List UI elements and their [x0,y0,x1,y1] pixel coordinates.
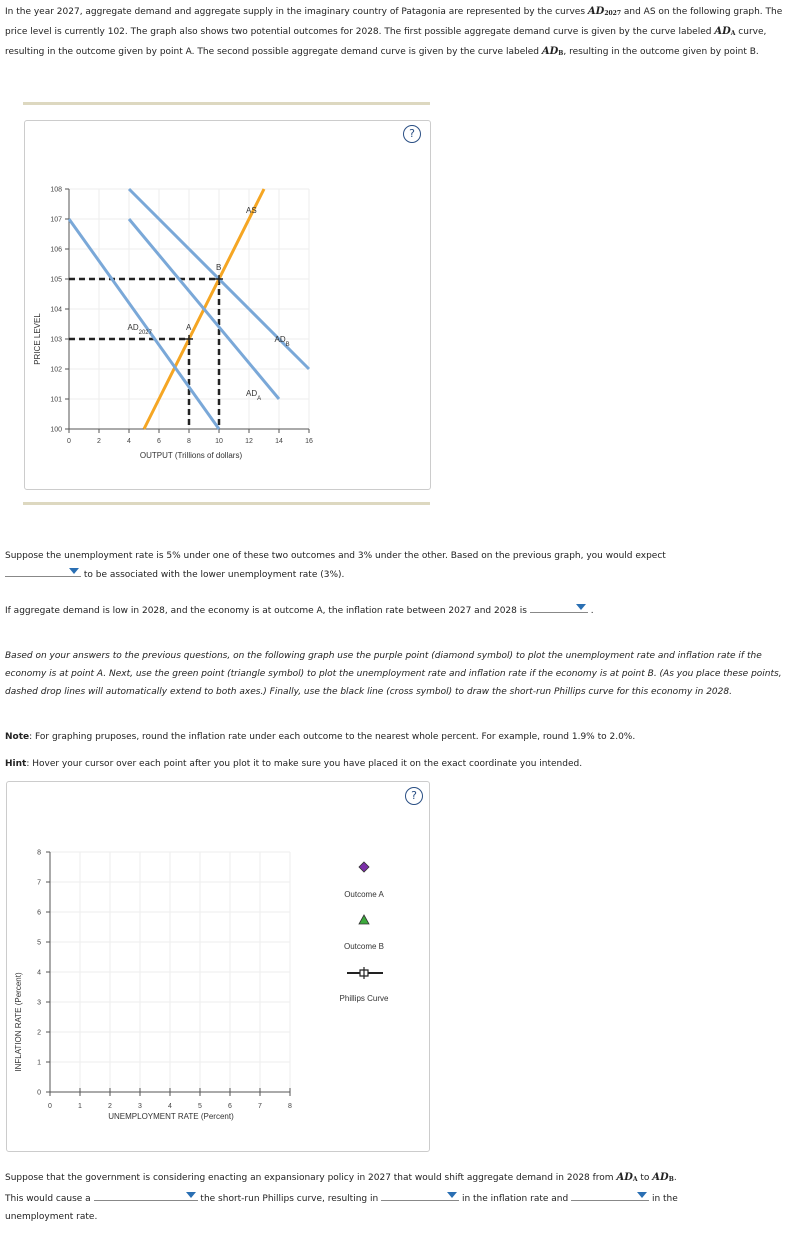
x-tick-label: 2 [108,1103,112,1110]
adb-symbol: ADB [541,46,564,57]
x-tick-label: 0 [67,438,71,445]
x-tick-label: 2 [97,438,101,445]
help-icon[interactable]: ? [403,125,421,143]
q3-text-7: in the [651,1194,678,1204]
x-tick-label: 4 [168,1103,172,1110]
purple-diamond-icon[interactable] [359,862,369,872]
outcome-b-label: Outcome B [343,942,385,951]
q3-text-1: Suppose that the government is considering enacting an expansionary policy in 2027 that would shift aggregate demand in 2028 from [5,1173,617,1183]
hint-text: : Hover your cursor over each point after you plot it to make sure you have placed it on the exact coordinate you intended. [26,759,583,769]
chevron-down-icon [447,1192,457,1198]
x-tick-label: 10 [215,438,223,445]
q1-text-2: to be associated with the lower unemployment rate (3%). [83,570,345,580]
x-tick-label: 0 [48,1103,52,1110]
instructions: Based on your answers to the previous questions, on the following graph use the purple point (diamond symbol) to plot the unemployment rate and inflation rate if the economy is at point A. Next, use the green point (triangle symbol) to plot the unemployment rate and inflation rate if the economy is at point B. (As you place these points, dashed drop lines will automatically extend to both axes.) Finally, use the black line (cross symbol) to draw the short-run Phillips curve for this economy in 2028. [5,651,782,697]
q3-unemployment-change-dropdown[interactable] [571,1189,649,1201]
x-tick-label: 6 [228,1103,232,1110]
y-tick-label: 8 [37,849,41,857]
y-tick-label: 104 [50,306,62,314]
divider-top [23,102,430,105]
y-tick-label: 7 [37,879,41,887]
green-triangle-icon[interactable] [359,915,369,924]
divider-bottom [23,502,430,505]
q3-text-3: . [673,1173,677,1183]
phillips-graph[interactable] [7,782,429,1151]
y-tick-label: 106 [50,246,62,254]
q1-text-1: Suppose the unemployment rate is 5% under one of these two outcomes and 3% under the other. Based on the previous graph, you would expect [5,551,666,561]
y-tick-label: 108 [50,186,62,194]
x-tick-label: 1 [78,1103,82,1110]
adb-symbol: ADB [652,1172,674,1183]
phillips-curve-label: Phillips Curve [339,994,389,1003]
y-tick-label: 2 [37,1029,41,1037]
y-tick-label: 3 [37,999,41,1007]
note-text: : For graphing pruposes, round the inflation rate under each outcome to the nearest whole percent. For example, round 1.9% to 2.0%. [29,732,636,742]
adb-curve-label: $AD_B$ [274,335,290,348]
x-tick-label: 12 [245,438,253,445]
y-tick-label: 102 [50,366,62,374]
note-label: Note [5,732,30,742]
cross-icon[interactable] [360,967,368,979]
q3-text-4: This would cause a [5,1194,91,1204]
ada-symbol: ADA [616,1172,638,1183]
y-tick-label: 105 [50,276,62,284]
note [5,728,795,746]
y-tick-label: 0 [37,1089,41,1097]
ad-as-graph-panel[interactable] [24,120,431,490]
q3-text-2: to [637,1173,653,1183]
q2-text-2: . [590,606,594,616]
phillips-curve-tool[interactable] [340,967,389,1003]
unemployment-axis-label: UNEMPLOYMENT RATE (Percent) [108,1112,234,1121]
x-tick-label: 8 [288,1103,292,1110]
x-tick-label: 7 [258,1103,262,1110]
phillips-graph-panel[interactable] [6,781,430,1152]
q2-inflation-dropdown[interactable] [530,601,588,613]
x-tick-label: 3 [138,1103,142,1110]
intro-text-4: , resulting in the outcome given by point B. [563,47,759,57]
question-3 [5,1169,795,1226]
y-tick-label: 103 [50,336,62,344]
q3-inflation-change-dropdown[interactable] [381,1189,459,1201]
q3-movement-dropdown[interactable] [94,1189,198,1201]
ada-symbol: ADA [714,26,736,37]
q3-text-8: unemployment rate. [5,1212,98,1222]
q3-text-6: in the inflation rate and [461,1194,569,1204]
outcome-b-tool[interactable] [344,915,384,951]
chevron-down-icon [186,1192,196,1198]
y-tick-label: 1 [37,1059,41,1067]
question-2 [5,601,795,620]
chevron-down-icon [637,1192,647,1198]
output-axis-label: OUTPUT (Trillions of dollars) [139,451,243,460]
intro-text-3: curve, resulting in the outcome given by point A. The second possible aggregate demand curve is given by the curve labeled [5,27,767,57]
question-1 [5,547,795,584]
q1-outcome-dropdown[interactable] [5,565,81,577]
hint-label: Hint [5,759,27,769]
price-level-axis-label: PRICE LEVEL [33,313,42,365]
x-tick-label: 5 [198,1103,202,1110]
inflation-axis-label: INFLATION RATE (Percent) [14,972,23,1072]
point-a-label: A [186,323,192,332]
ada-curve-label: $AD_A$ [246,389,262,402]
chevron-down-icon [69,568,79,574]
outcome-a-label: Outcome A [344,890,384,899]
x-tick-label: 14 [275,438,283,445]
y-tick-label: 101 [50,396,62,404]
help-icon[interactable]: ? [405,787,423,805]
x-tick-label: 4 [127,438,131,445]
ad2027-symbol: AD2027 [587,6,622,17]
y-tick-label: 5 [37,939,41,947]
x-tick-label: 6 [157,438,161,445]
y-tick-label: 100 [50,426,62,434]
point-b-label: B [216,263,222,272]
q2-text-1: If aggregate demand is low in 2028, and the economy is at outcome A, the inflation rate between 2027 and 2028 is [5,606,527,616]
y-tick-label: 6 [37,909,41,917]
q3-text-5: the short-run Phillips curve, resulting in [200,1194,379,1204]
y-tick-label: 107 [50,216,62,224]
intro-paragraph [5,3,795,63]
chevron-down-icon [576,604,586,610]
hint [5,755,795,773]
ad-as-graph[interactable] [25,121,430,489]
intro-text-1: In the year 2027, aggregate demand and aggregate supply in the imaginary country of Patagonia are represented by the curves [5,7,588,17]
x-tick-label: 16 [305,438,313,445]
intro-text-2: and AS on the following graph. The price level is currently 102. The graph also shows two potential outcomes for 2028. The first possible aggregate demand curve is given by the curve labeled [5,7,783,37]
as-curve-label: AS [246,206,257,215]
y-tick-label: 4 [37,969,41,977]
outcome-a-tool[interactable] [344,862,384,899]
ad2027-curve-label: $AD_{2027}$ [127,323,152,336]
x-tick-label: 8 [187,438,191,445]
